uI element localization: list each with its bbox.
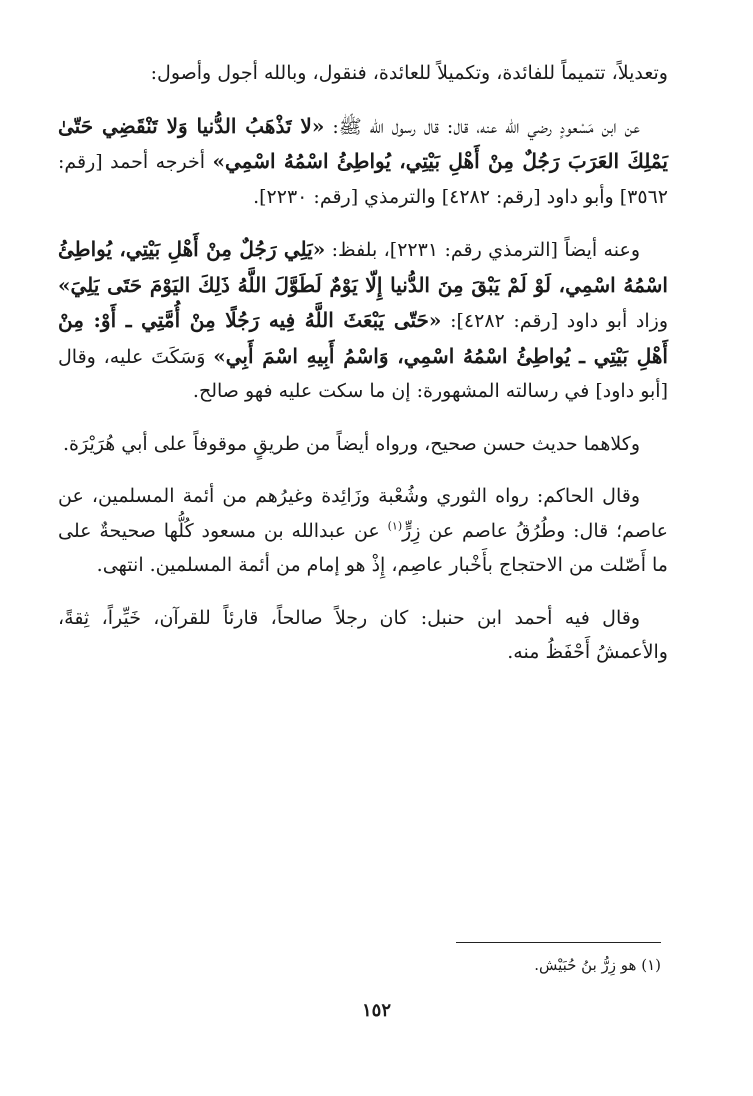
citation-text: وزاد أبو داود [رقم: ٤٢٨٢]: — [441, 310, 668, 332]
paragraph-grading: وكلاهما حديث حسن صحيح، ورواه أيضاً من طريقٍ موقوفاً على أبي هُرَيْرَة. — [62, 432, 640, 455]
hadith-text: «يَلِي رَجُلٌ مِنْ أَهْلِ بَيْتِي، يُواطِئُ اسْمُهُ اسْمِي، لَوْ لَمْ يَبْقَ مِنَ الدُّنيا إِلّا يَوْمٌ لَطَوَّلَ اللَّهُ ذَلِكَ اليَوْمَ حَتَى يَلِيَ» — [58, 237, 668, 297]
paragraph-text: وقال الحاكم: رواه الثوري وشُعْبة وزَائِدة وغيرُهم من أئمة المسلمين، عن عاصم؛ قال: وطُرُقُ عاصم عن زِرٍّ — [58, 485, 669, 542]
citation-text: وَسَكَتَ عليه، وقال [أبو داود] في رسالته المشهورة: إن ما سكت عليه فهو صالح. — [58, 345, 668, 402]
narration-intro: وعنه أيضاً [الترمذي رقم: ٢٢٣١]، بلفظ: — [325, 239, 640, 261]
footnote: (١) هو زِرُّ بنُ حُبَيْش. — [534, 956, 661, 974]
narration-intro: عن ابن مَسْعودٍ رضي الله عنه، قال: قال رسول الله ﷺ: — [324, 115, 640, 138]
page-body — [58, 56, 668, 688]
paragraph-ahmad: وقال فيه أحمد ابن حنبل: كان رجلاً صالحاً، قارئاً للقرآن، خَيِّراً، ثِقةً، والأعمشُ أَحْفَظُ منه. — [58, 606, 668, 663]
hadith-text: «حَتّى يَبْعَثَ اللَّهُ فِيه رَجُلًا مِنْ أُمَّتِي ـ أَوْ: مِنْ أَهْلِ بَيْتِي ـ يُواطِئُ اسْمُهُ اسْمِي، وَاسْمُ أَبِيهِ اسْمَ أَبِي» — [58, 308, 668, 368]
citation-text: أخرجه أحمد [رقم: ٣٥٦٢] وأبو داود [رقم: ٤٢٨٢] والترمذي [رقم: ٢٢٣٠]. — [58, 151, 668, 208]
paragraph-hakim — [58, 479, 668, 583]
paragraph-text: عن عبدالله بن مسعود كُلُّها صحيحةٌ على ما أَصّلت من الاحتجاج بأَخْبار عاصِم، إِذْ هو إمام من أئمة المسلمين. انتهى. — [58, 519, 668, 576]
footnote-reference[interactable]: (١) — [387, 519, 403, 533]
paragraph-hadith-tirmidhi — [58, 232, 668, 409]
page-number: ١٥٢ — [361, 1000, 391, 1021]
paragraph-intro: وتعديلاً، تتميماً للفائدة، وتكميلاً للعائدة، فنقول، وبالله أجول وأصول: — [150, 62, 668, 84]
footnote-divider — [456, 942, 661, 943]
hadith-text: «لا تَذْهَبُ الدُّنيا وَلا تَنْقَضِي حَتّىٰ يَمْلِكَ العَرَبَ رَجُلٌ مِنْ أَهْلِ بَيْتِي، يُواطِئُ اسْمُهُ اسْمِي» — [58, 113, 669, 173]
paragraph-hadith-ibn-masud — [58, 109, 668, 215]
